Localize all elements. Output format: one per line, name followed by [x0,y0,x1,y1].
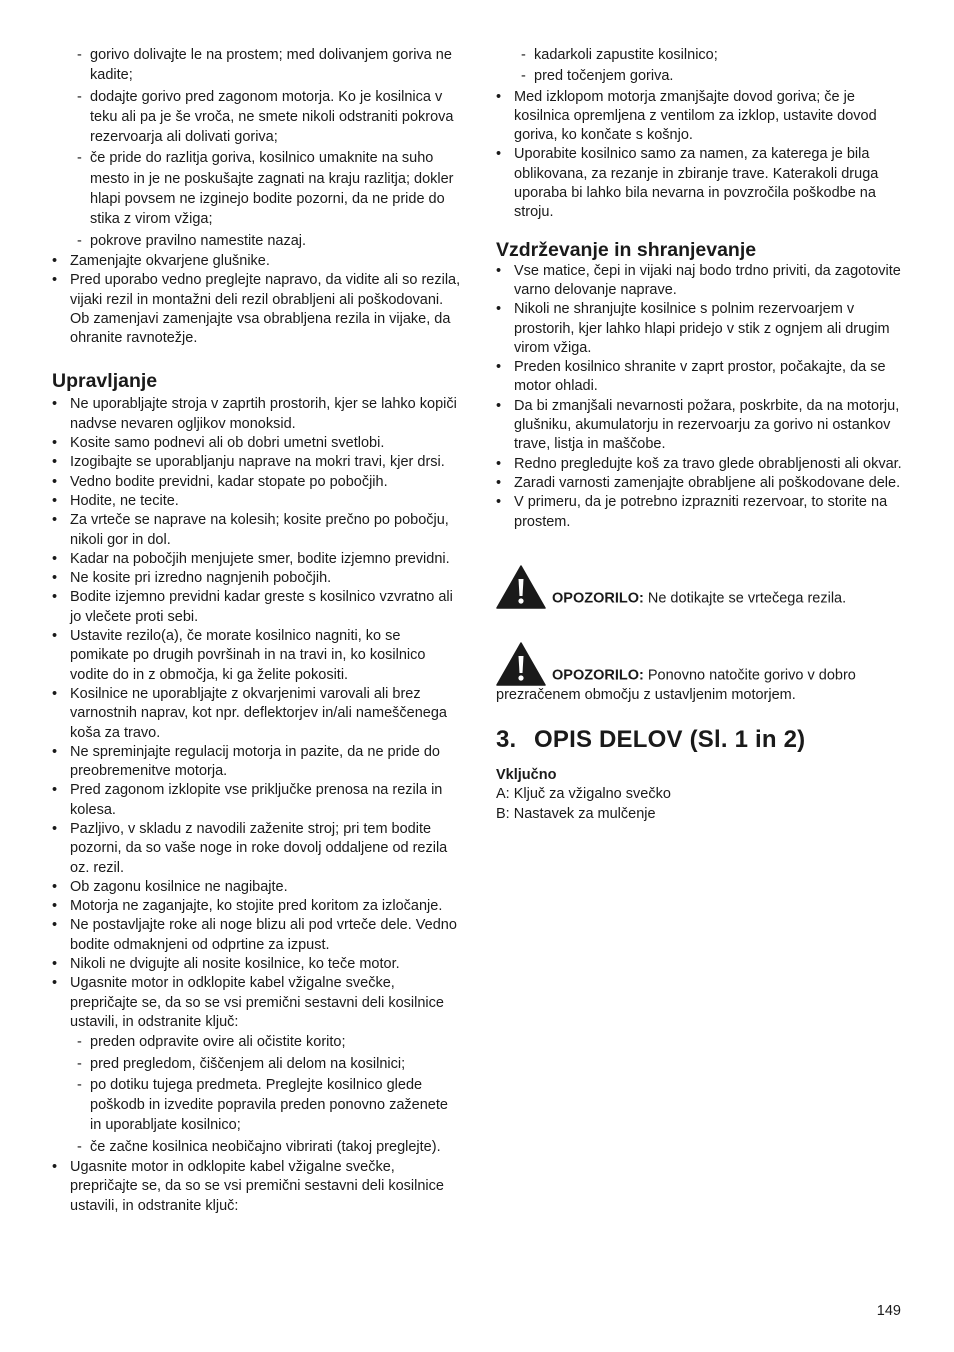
list-item: • Ustavite rezilo(a), če morate kosilnico nagniti, ko se pomikate po drugih površinah in na travi in, ko kosilnico vodite do in z območja, ki ga želite pokositi. [52,627,462,685]
list-item: • Da bi zmanjšali nevarnosti požara, poskrbite, da na motorju, glušniku, akumulatorju in rezervoarju za gorivo ni ostankov trave, listja in maščobe. [496,397,908,455]
list-item: • Za vrteče se naprave na kolesih; kosite prečno po pobočju, nikoli gor in dol. [52,511,462,550]
list-item: • Zaradi varnosti zamenjajte obrabljene ali poškodovane dele. [496,474,908,493]
list-item: - preden odpravite ovire ali očistite korito; [70,1032,462,1052]
list-item: - po dotiku tujega predmeta. Preglejte kosilnico glede poškodb in izvedite popravila preden ponovno zaženete in uporabljate kosilnico; [70,1075,462,1136]
list-item-text: Ugasnite motor in odklopite kabel vžigalne svečke, prepričajte se, da so se vsi premični sestavni deli kosilnice ustavili, in odstranite ključ: [70,975,444,1030]
top-bullet-list [52,252,462,348]
included-item: B: Nastavek za mulčenje [496,805,656,822]
page-number: 149 [876,1303,901,1319]
warning-text: Ne dotikajte se vrtečega rezila. [643,590,847,607]
list-item: • Kosite samo podnevi ali ob dobri umetni svetlobi. [52,434,462,453]
list-item: - pred točenjem goriva. [496,66,908,86]
list-item: • V primeru, da je potrebno izprazniti rezervoar, to storite na prostem. [496,493,908,532]
right-top-bullet-list [496,88,908,223]
list-item: • Ne postavljajte roke ali noge blizu ali pod vrteče dele. Vedno bodite odmaknjeni od odprtine za izpust. [52,916,462,955]
section-heading-upravljanje: Upravljanje [52,370,158,393]
list-item: • Vedno bodite previdni, kadar stopate po pobočjih. [52,473,462,492]
warning-triangle-icon [496,642,546,686]
list-item: - če pride do razlitja goriva, kosilnico umaknite na suho mesto in je ne poskušajte zagnati na kraju razlitja; dokler hlapi povsem ne izginejo bodite pozorni, da ne pride do stika z virom vžiga; [52,148,462,229]
warning-triangle-icon [496,565,546,609]
list-item: • Ugasnite motor in odklopite kabel vžigalne svečke, prepričajte se, da so se vsi premični sestavni deli kosilnice ustavili, in odstranite ključ: [52,1158,462,1216]
list-item: • Motorja ne zaganjajte, ko stojite pred koritom za izločanje. [52,897,462,916]
warning-label: OPOZORILO: [552,590,644,607]
list-item: • Ne spreminjajte regulacij motorja in pazite, da ne pride do preobremenitve motorja. [52,743,462,782]
maintenance-bullet-list [496,262,908,532]
list-item: - dodajte gorivo pred zagonom motorja. Ko je kosilnica v teku ali pa je še vroča, ne smete nikoli odstraniti pokrova rezervoarja ali dolivati goriva; [52,87,462,148]
list-item: • Ne uporabljajte stroja v zaprtih prostorih, kjer se lahko kopiči nadvse nevaren ogljikov monoksid. [52,395,462,434]
list-item: - če začne kosilnica neobičajno vibrirati (takoj preglejte). [70,1137,462,1157]
list-item: - pokrove pravilno namestite nazaj. [52,231,462,251]
list-item: • Vse matice, čepi in vijaki naj bodo trdno priviti, da zagotovite varno delovanje naprave. [496,262,908,301]
leave-dash-list [496,45,908,87]
warning-label: OPOZORILO: [552,667,644,684]
list-item: • Pred zagonom izklopite vse priključke prenosa na rezila in kolesa. [52,781,462,820]
stop-conditions-dash-list [70,1032,462,1157]
left-column [52,45,462,1216]
included-heading: Vključno [496,767,557,784]
right-column [496,45,908,824]
warning-refuel [496,642,908,705]
list-item: • Pred uporabo vedno preglejte napravo, da vidite ali so rezila, vijaki rezil in montažni deli rezil obrabljeni ali poškodovani. Ob zamenjavi zamenjajte vsa obrabljena rezila in vijake, da ohranite ravnotežje. [52,271,462,348]
list-item: • Ne kosite pri izredno nagnjenih pobočjih. [52,569,462,588]
list-item: - gorivo dolivajte le na prostem; med dolivanjem goriva ne kadite; [52,45,462,86]
section-title [496,725,908,755]
included-item: A: Ključ za vžigalno svečko [496,786,671,803]
list-item: • Izogibajte se uporabljanju naprave na mokri travi, kjer drsi. [52,453,462,472]
list-item: • Nikoli ne dvigujte ali nosite kosilnice, ko teče motor. [52,955,462,974]
list-item: • Zamenjajte okvarjene glušnike. [52,252,462,271]
warning-blade [496,565,908,609]
section-title-text: OPIS DELOV (Sl. 1 in 2) [534,726,806,754]
list-item: • Redno pregledujte koš za travo glede obrabljenosti ali okvar. [496,455,908,474]
list-item: • Kosilnice ne uporabljajte z okvarjenimi varovali ali brez varnostnih naprav, kot npr. deflektorjev in/ali nameščenega koša za travo. [52,685,462,743]
upravljanje-bullet-list [52,395,462,1215]
list-item: • Med izklopom motorja zmanjšajte dovod goriva; če je kosilnica opremljena z ventilom za izklop, ustavite dovod goriva, ko končate s košnjo. [496,88,908,146]
list-item: - kadarkoli zapustite kosilnico; [496,45,908,65]
list-item: • Uporabite kosilnico samo za namen, za katerega je bila oblikovana, za rezanje in zbiranje trave. Katerakoli druga uporaba bi lahko bila nevarna in povzročila poškodbe na stroju. [496,145,908,222]
list-item: • Kadar na pobočjih menjujete smer, bodite izjemno previdni. [52,550,462,569]
fuel-dash-list [52,45,462,251]
list-item: • Preden kosilnico shranite v zaprt prostor, počakajte, da se motor ohladi. [496,358,908,397]
section-heading-maintenance: Vzdrževanje in shranjevanje [496,238,757,261]
list-item: • Nikoli ne shranjujte kosilnice s polnim rezervoarjem v prostorih, kjer lahko hlapi pridejo v stik z ognjem ali drugim virom vžiga. [496,300,908,358]
list-item: • Hodite, ne tecite. [52,492,462,511]
list-item: • Bodite izjemno previdni kadar greste s kosilnico vzvratno ali jo vlečete proti sebi. [52,588,462,627]
list-item: - pred pregledom, čiščenjem ali delom na kosilnici; [70,1054,462,1074]
list-item: • Pazljivo, v skladu z navodili zaženite stroj; pri tem bodite pozorni, da so vaše noge in roke dovolj oddaljene od rezila oz. rezil. [52,820,462,878]
warning-text: Ponovno natočite gorivo v dobro prezračenem območju z ustavljenim motorjem. [496,667,856,703]
list-item [52,974,462,1157]
section-number: 3. [496,726,517,754]
list-item: • Ob zagonu kosilnice ne nagibajte. [52,878,462,897]
